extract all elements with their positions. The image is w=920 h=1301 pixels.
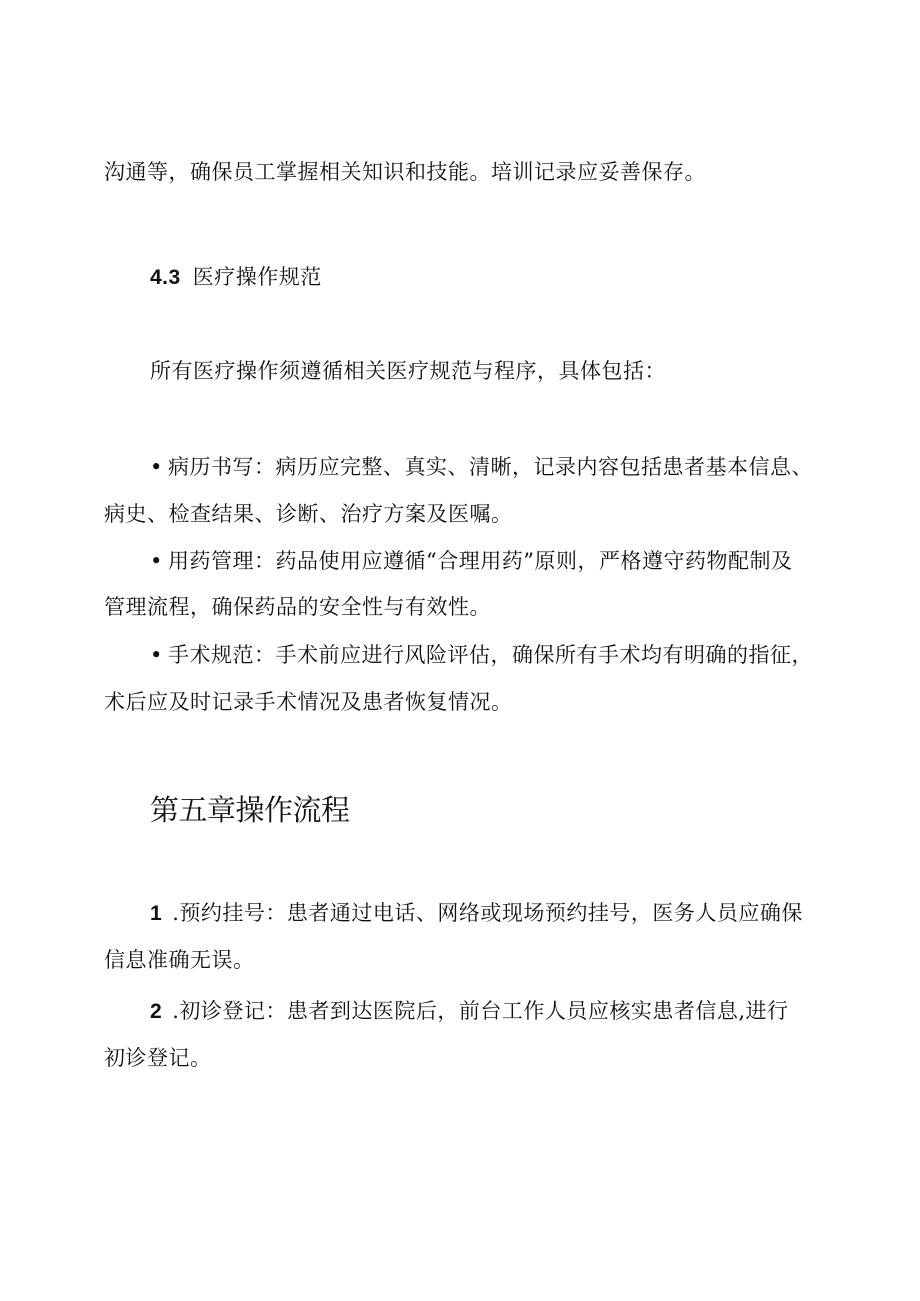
list-item-registration: [150, 997, 789, 1026]
bullet-item-medical-records: [150, 453, 813, 481]
list-number: 2: [150, 1000, 163, 1023]
intro-paragraph: 所有医疗操作须遵循相关医疗规范与程序，具体包括：: [150, 359, 666, 383]
bullet-icon: •: [150, 643, 163, 667]
bullet-text: 病历书写：病历应完整、真实、清晰，记录内容包括患者基本信息、: [168, 455, 813, 479]
bullet-text: 手术规范：手术前应进行风险评估，确保所有手术均有明确的指征，: [168, 643, 813, 667]
bullet-continuation: 病史、检查结果、诊断、治疗方案及医嘱。: [104, 502, 513, 526]
paragraph-line: 沟通等，确保员工掌握相关知识和技能。培训记录应妥善保存。: [104, 160, 706, 184]
list-number: 1: [150, 902, 163, 925]
list-continuation: 初诊登记。: [104, 1046, 212, 1070]
list-text: .初诊登记：患者到达医院后，前台工作人员应核实患者信息,进行: [172, 999, 789, 1023]
section-number: 4.3: [150, 266, 181, 289]
bullet-text: 用药管理：药品使用应遵循“合理用药”原则，严格遵守药物配制及: [168, 549, 793, 573]
bullet-continuation: 管理流程，确保药品的安全性与有效性。: [104, 595, 491, 619]
bullet-icon: •: [150, 455, 163, 479]
bullet-item-medication: [150, 547, 792, 575]
bullet-continuation: 术后应及时记录手术情况及患者恢复情况。: [104, 690, 513, 714]
list-item-appointment: [150, 899, 803, 928]
list-text: .预约挂号：患者通过电话、网络或现场预约挂号，医务人员应确保: [172, 901, 803, 925]
bullet-icon: •: [150, 549, 163, 573]
list-continuation: 信息准确无误。: [104, 948, 255, 972]
bullet-item-surgery: [150, 641, 813, 669]
section-heading-4-3: [150, 263, 322, 292]
chapter-title: 第五章操作流程: [150, 793, 350, 827]
section-title: 医疗操作规范: [192, 265, 322, 289]
